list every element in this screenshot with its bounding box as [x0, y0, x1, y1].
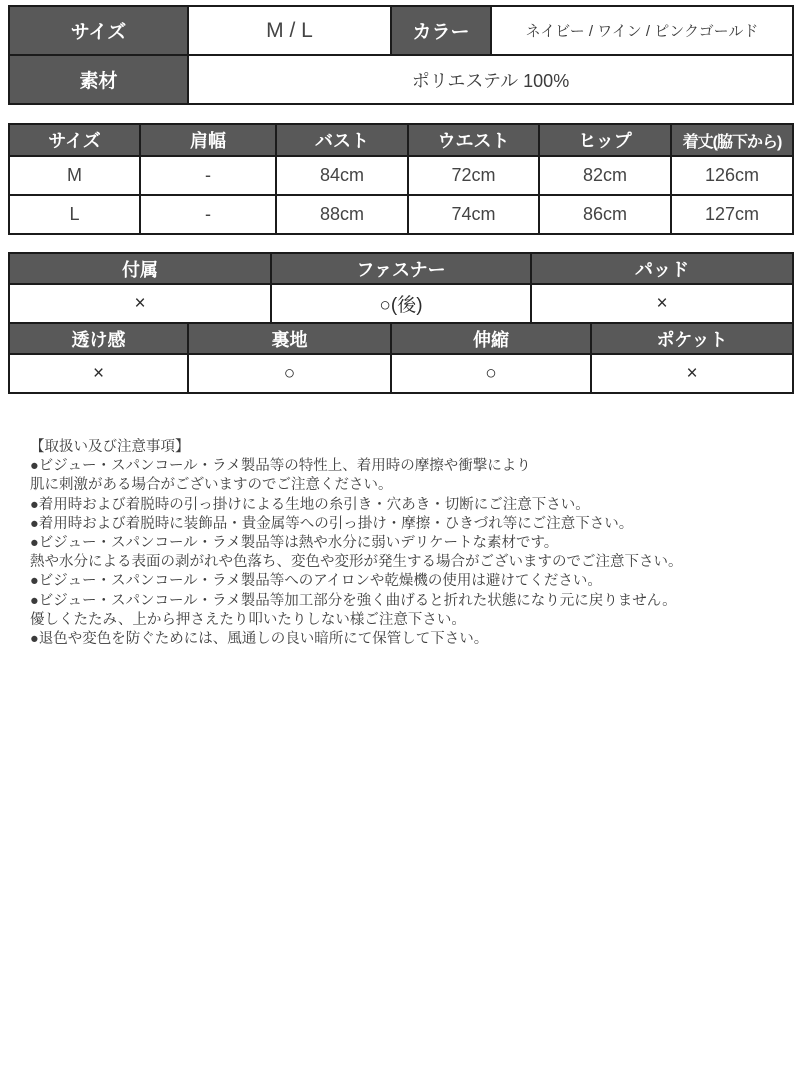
stretch-value: ○	[391, 354, 591, 393]
care-note-line: 優しくたたみ、上から押さえたり叩いたりしない様ご注意下さい。	[30, 611, 466, 628]
care-note-line: ●ビジュー・スパンコール・ラメ製品等加工部分を強く曲げると折れた状態になり元に戻りません。	[30, 592, 677, 609]
col-header-hip: ヒップ	[539, 124, 671, 156]
care-note-line: 肌に刺激がある場合がございますのでご注意ください。	[30, 477, 393, 494]
pocket-value: ×	[591, 354, 793, 393]
cell-size: L	[9, 195, 140, 234]
feature2-value-row	[9, 354, 793, 393]
feature-table-1	[8, 252, 794, 324]
care-note-line: 熱や水分による表面の剥がれや色落ち、変色や変形が発生する場合がございますのでご注意下さい。	[30, 554, 683, 571]
col-header-accessory: 付属	[9, 253, 271, 284]
feature-table-2	[8, 322, 794, 394]
feature1-value-row	[9, 284, 793, 323]
care-note-line: ●ビジュー・スパンコール・ラメ製品等へのアイロンや乾燥機の使用は避けてください。	[30, 573, 602, 590]
pad-value: ×	[531, 284, 793, 323]
cell-shoulder: -	[140, 195, 276, 234]
color-label: カラー	[391, 6, 491, 55]
cell-hip: 86cm	[539, 195, 671, 234]
cell-length: 126cm	[671, 156, 793, 195]
col-header-sheer: 透け感	[9, 323, 188, 354]
material-value: ポリエステル 100%	[188, 55, 793, 104]
lining-value: ○	[188, 354, 391, 393]
cell-waist: 72cm	[408, 156, 539, 195]
care-note-line: ●退色や変色を防ぐためには、風通しの良い暗所にて保管して下さい。	[30, 631, 489, 648]
care-notes	[30, 438, 772, 649]
size-value: M / L	[188, 6, 391, 55]
measurement-table	[8, 123, 794, 235]
material-label: 素材	[9, 55, 188, 104]
sheer-value: ×	[9, 354, 188, 393]
care-notes-title: 【取扱い及び注意事項】	[30, 439, 190, 455]
measurement-header-row	[9, 124, 793, 156]
col-header-shoulder: 肩幅	[140, 124, 276, 156]
col-header-pad: パッド	[531, 253, 793, 284]
care-note-line: ●ビジュー・スパンコール・ラメ製品等の特性上、着用時の摩擦や衝撃により	[30, 458, 531, 475]
measurement-row-l	[9, 195, 793, 234]
col-header-size: サイズ	[9, 124, 140, 156]
cell-waist: 74cm	[408, 195, 539, 234]
measurement-row-m	[9, 156, 793, 195]
col-header-pocket: ポケット	[591, 323, 793, 354]
cell-bust: 88cm	[276, 195, 408, 234]
accessory-value: ×	[9, 284, 271, 323]
size-label: サイズ	[9, 6, 188, 55]
feature1-header-row	[9, 253, 793, 284]
care-note-line: ●ビジュー・スパンコール・ラメ製品等は熱や水分に弱いデリケートな素材です。	[30, 535, 559, 552]
spec-table	[8, 5, 794, 105]
cell-size: M	[9, 156, 140, 195]
fastener-value: ○(後)	[271, 284, 531, 323]
col-header-length: 着丈(脇下から)	[671, 124, 793, 156]
col-header-waist: ウエスト	[408, 124, 539, 156]
col-header-lining: 裏地	[188, 323, 391, 354]
care-note-line: ●着用時および着脱時の引っ掛けによる生地の糸引き・穴あき・切断にご注意下さい。	[30, 496, 590, 513]
spec-row-material	[9, 55, 793, 104]
cell-bust: 84cm	[276, 156, 408, 195]
spec-row-size-color	[9, 6, 793, 55]
cell-shoulder: -	[140, 156, 276, 195]
col-header-fastener: ファスナー	[271, 253, 531, 284]
cell-hip: 82cm	[539, 156, 671, 195]
col-header-stretch: 伸縮	[391, 323, 591, 354]
cell-length: 127cm	[671, 195, 793, 234]
care-note-line: ●着用時および着脱時に装飾品・貴金属等への引っ掛け・摩擦・ひきづれ等にご注意下さい。	[30, 515, 634, 532]
col-header-bust: バスト	[276, 124, 408, 156]
color-value: ネイビー / ワイン / ピンクゴールド	[491, 6, 793, 55]
feature2-header-row	[9, 323, 793, 354]
